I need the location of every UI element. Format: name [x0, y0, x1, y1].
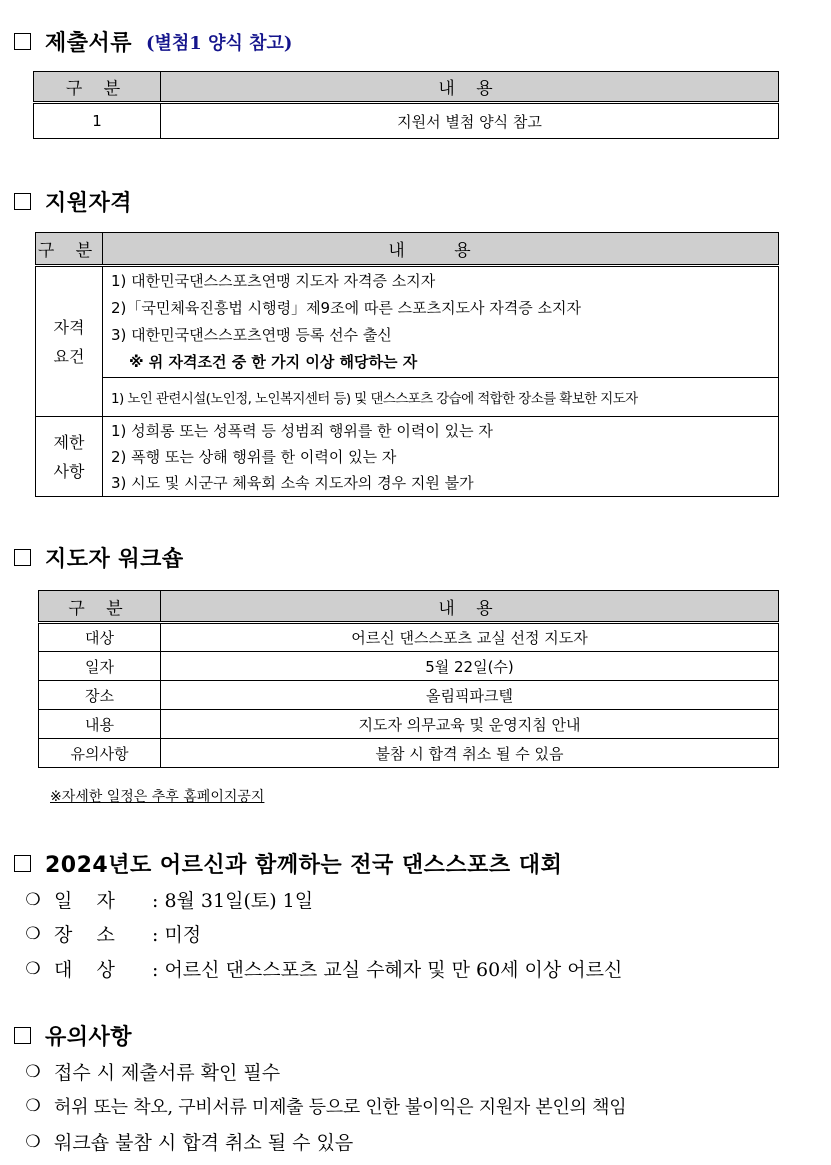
section-title: 지원자격	[45, 191, 133, 216]
table-cell: 올림픽파크텔	[161, 681, 779, 710]
circle-bullet-icon: ❍	[25, 923, 41, 944]
item-text: 허위 또는 착오, 구비서류 미제출 등으로 인한 불이익은 지원자 본인의 책임	[54, 1097, 627, 1118]
item-value: : 어르신 댄스스포츠 교실 수혜자 및 만 60세 이상 어르신	[152, 959, 623, 981]
checkbox-square-icon	[14, 33, 31, 50]
checkbox-square-icon	[14, 193, 31, 210]
restriction-lines	[103, 417, 779, 497]
table-row	[39, 652, 779, 681]
item-text: 워크숍 불참 시 합격 취소 될 수 있음	[54, 1132, 354, 1154]
qualification-extra: 1) 노인 관련시설(노인정, 노인복지센터 등) 및 댄스스포츠 강습에 적합한 장소를 확보한 지도자	[103, 378, 779, 417]
list-item	[22, 1093, 626, 1119]
item-label: 장 소	[54, 924, 115, 946]
workshop-table	[38, 590, 779, 768]
table-cell: 일자	[39, 652, 161, 681]
table-header-content: 내 용	[161, 591, 779, 623]
list-item: 3) 시도 및 시군구 체육회 소속 지도자의 경우 지원 불가	[111, 473, 474, 492]
table-header-content: 내 용	[103, 233, 779, 266]
list-item: 2)「국민체육진흥법 시행령」제9조에 따른 스포츠지도사 자격증 소지자	[111, 299, 582, 317]
table-row	[39, 710, 779, 739]
circle-bullet-icon: ❍	[25, 1131, 41, 1152]
list-item: 3) 대한민국댄스스포츠연맹 등록 선수 출신	[111, 326, 392, 344]
table-cell: 대상	[39, 623, 161, 652]
checkbox-square-icon	[14, 1027, 31, 1044]
section-heading-eligibility	[14, 186, 132, 217]
list-item	[22, 920, 201, 947]
list-item	[22, 955, 622, 982]
table-cell: 어르신 댄스스포츠 교실 선정 지도자	[161, 623, 779, 652]
section-heading-documents	[14, 26, 292, 57]
section-title: 2024년도 어르신과 함께하는 전국 댄스스포츠 대회	[45, 853, 563, 878]
item-value: : 미정	[152, 924, 202, 946]
table-cell: 장소	[39, 681, 161, 710]
list-item: 2) 폭행 또는 상해 행위를 한 이력이 있는 자	[111, 447, 397, 466]
circle-bullet-icon: ❍	[25, 1061, 41, 1082]
section-title: 지도자 워크숍	[45, 547, 184, 572]
section-heading-competition	[14, 848, 562, 879]
table-cell: 1	[34, 103, 161, 139]
table-row	[39, 739, 779, 768]
table-cell: 지도자 의무교육 및 운영지침 안내	[161, 710, 779, 739]
table-row	[36, 266, 779, 378]
table-cell: 지원서 별첨 양식 참고	[161, 103, 779, 139]
circle-bullet-icon: ❍	[25, 889, 41, 910]
list-item	[22, 1058, 280, 1085]
list-item	[22, 886, 313, 913]
section-note: (별첨1 양식 참고)	[146, 32, 293, 54]
item-label: 대 상	[54, 959, 115, 981]
qualification-note: ※ 위 자격조건 중 한 가지 이상 해당하는 자	[129, 353, 418, 371]
table-row	[36, 417, 779, 497]
table-cell: 불참 시 합격 취소 될 수 있음	[161, 739, 779, 768]
list-item	[22, 1128, 353, 1155]
table-header-category: 구 분	[39, 591, 161, 623]
section-heading-notes	[14, 1020, 132, 1051]
workshop-footnote: ※자세한 일정은 추후 홈페이지공지	[50, 789, 265, 805]
section-title: 유의사항	[45, 1025, 133, 1050]
checkbox-square-icon	[14, 549, 31, 566]
table-header-category: 구 분	[36, 233, 103, 266]
table-header-content: 내 용	[161, 72, 779, 103]
table-cell: 5월 22일(수)	[161, 652, 779, 681]
item-label: 일 자	[54, 890, 115, 912]
table-row	[34, 103, 779, 139]
qualification-lines	[103, 266, 779, 378]
documents-table	[33, 71, 779, 139]
checkbox-square-icon	[14, 855, 31, 872]
table-row	[36, 378, 779, 417]
table-row	[39, 681, 779, 710]
table-row	[39, 623, 779, 652]
qualification-label: 자격 요건	[36, 266, 103, 417]
circle-bullet-icon: ❍	[25, 1096, 41, 1116]
table-cell: 유의사항	[39, 739, 161, 768]
list-item: 1) 성희롱 또는 성폭력 등 성범죄 행위를 한 이력이 있는 자	[111, 421, 493, 440]
restriction-label: 제한 사항	[36, 417, 103, 497]
section-title: 제출서류	[45, 31, 133, 56]
list-item: 1) 대한민국댄스스포츠연맹 지도자 자격증 소지자	[111, 272, 436, 290]
table-cell: 내용	[39, 710, 161, 739]
circle-bullet-icon: ❍	[25, 958, 41, 979]
table-header-category: 구 분	[34, 72, 161, 103]
item-value: : 8월 31일(토) 1일	[152, 890, 314, 912]
section-heading-workshop	[14, 542, 184, 573]
item-text: 접수 시 제출서류 확인 필수	[54, 1062, 281, 1084]
eligibility-table	[35, 232, 779, 497]
